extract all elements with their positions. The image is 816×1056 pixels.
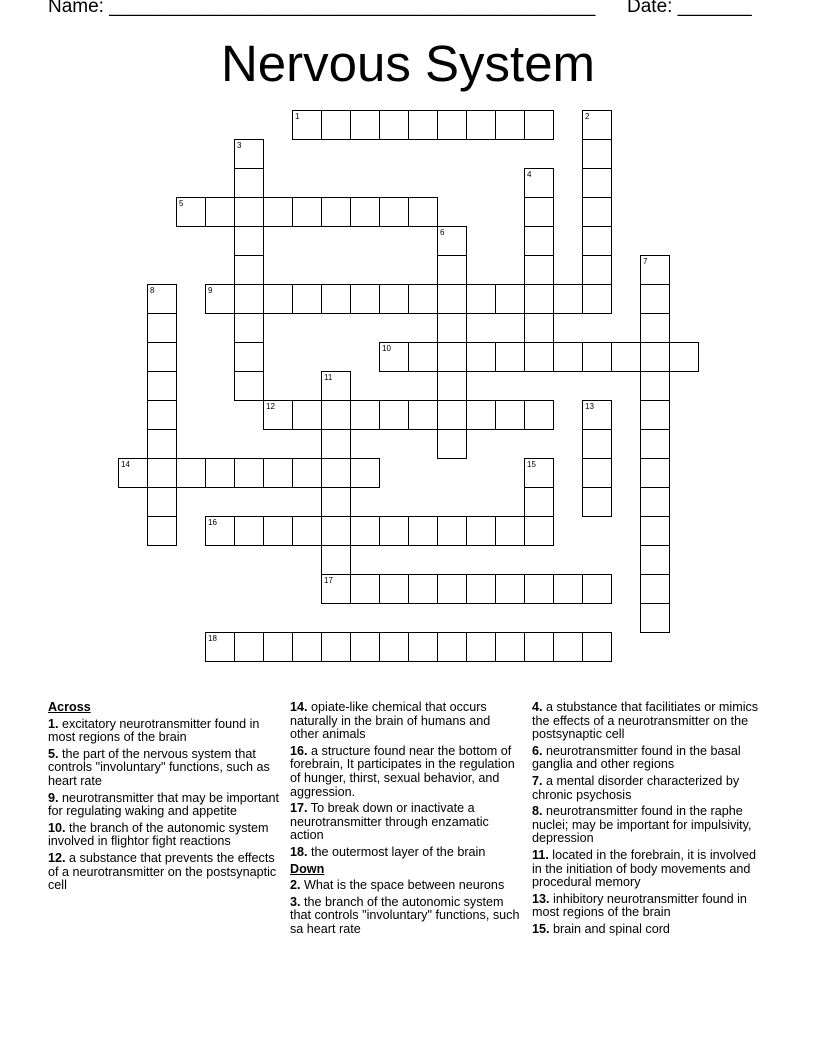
down-clue [532, 701, 764, 742]
clue-number: 10 [382, 344, 391, 353]
clue-text: neurotransmitter found in the raphe nuclei; may be important for impulsivity, depression [532, 804, 752, 846]
clue-label: 12. [48, 850, 66, 865]
grid-cell[interactable] [495, 516, 525, 546]
grid-cell[interactable] [408, 110, 438, 140]
grid-cell[interactable] [321, 632, 351, 662]
clue-number: 6 [440, 228, 445, 237]
clue-label: 18. [290, 844, 308, 859]
grid-cell[interactable] [263, 400, 293, 430]
grid-cell[interactable] [350, 458, 380, 488]
clue-label: 4. [532, 700, 543, 714]
grid-cell[interactable] [379, 516, 409, 546]
grid-cell[interactable] [408, 516, 438, 546]
grid-cell[interactable] [495, 574, 525, 604]
clue-number: 16 [208, 518, 217, 527]
clue-number: 18 [208, 634, 217, 643]
grid-cell[interactable] [437, 342, 467, 372]
grid-cell[interactable] [582, 110, 612, 140]
grid-cell[interactable] [524, 226, 554, 256]
grid-cell[interactable] [379, 284, 409, 314]
date-field[interactable]: Date: _______ [627, 0, 752, 17]
grid-cell[interactable] [379, 197, 409, 227]
grid-cell[interactable] [408, 342, 438, 372]
clue-label: 15. [532, 921, 550, 936]
across-clue [290, 701, 522, 742]
grid-cell[interactable] [640, 342, 670, 372]
grid-cell[interactable] [321, 458, 351, 488]
clue-number: 15 [527, 460, 536, 469]
grid-cell[interactable] [466, 516, 496, 546]
grid-cell[interactable] [640, 487, 670, 517]
grid-cell[interactable] [147, 400, 177, 430]
clues-column-1 [48, 701, 280, 896]
clue-number: 1 [295, 112, 300, 121]
grid-cell[interactable] [350, 574, 380, 604]
grid-cell[interactable] [379, 110, 409, 140]
clue-text: excitatory neurotransmitter found in most regions of the brain [48, 716, 260, 745]
grid-cell[interactable] [321, 371, 351, 401]
grid-cell[interactable] [524, 197, 554, 227]
clue-label: 17. [290, 801, 308, 816]
grid-cell[interactable] [437, 371, 467, 401]
grid-cell[interactable] [350, 400, 380, 430]
clue-label: 5. [48, 746, 59, 761]
grid-cell[interactable] [408, 284, 438, 314]
grid-cell[interactable] [408, 632, 438, 662]
grid-cell[interactable] [437, 400, 467, 430]
grid-cell[interactable] [582, 284, 612, 314]
down-clue [532, 923, 764, 937]
grid-cell[interactable] [466, 110, 496, 140]
down-clue [532, 893, 764, 920]
clue-text: the branch of the autonomic system that controls "involuntary" functions, such sa heart rate [290, 894, 520, 936]
grid-cell[interactable] [292, 197, 322, 227]
grid-cell[interactable] [466, 342, 496, 372]
grid-cell[interactable] [524, 284, 554, 314]
grid-cell[interactable] [466, 284, 496, 314]
grid-cell[interactable] [524, 110, 554, 140]
clue-label: 11. [532, 847, 549, 862]
grid-cell[interactable] [640, 516, 670, 546]
clue-text: What is the space between neurons [300, 878, 505, 893]
grid-cell[interactable] [495, 632, 525, 662]
clue-number: 13 [585, 402, 594, 411]
clues-column-3 [532, 701, 764, 940]
grid-cell[interactable] [234, 458, 264, 488]
grid-cell[interactable] [437, 632, 467, 662]
across-clue [290, 846, 522, 860]
grid-cell[interactable] [263, 458, 293, 488]
grid-cell[interactable] [263, 197, 293, 227]
clue-label: 10. [48, 820, 66, 835]
grid-cell[interactable] [437, 574, 467, 604]
grid-cell[interactable] [582, 632, 612, 662]
clue-number: 17 [324, 576, 333, 585]
grid-cell[interactable] [495, 284, 525, 314]
grid-cell[interactable] [582, 400, 612, 430]
grid-cell[interactable] [437, 429, 467, 459]
clue-number: 11 [324, 373, 333, 382]
grid-cell[interactable] [495, 400, 525, 430]
grid-cell[interactable] [553, 632, 583, 662]
clue-number: 8 [150, 286, 155, 295]
grid-cell[interactable] [582, 255, 612, 285]
grid-cell[interactable] [234, 255, 264, 285]
grid-cell[interactable] [524, 458, 554, 488]
grid-cell[interactable] [466, 400, 496, 430]
clue-text: located in the forebrain, it is involved in the initiation of body movements and procedural memory [532, 847, 757, 890]
grid-cell[interactable] [524, 342, 554, 372]
grid-cell[interactable] [205, 284, 235, 314]
grid-cell[interactable] [118, 458, 148, 488]
page-title: Nervous System [220, 35, 596, 92]
grid-cell[interactable] [321, 400, 351, 430]
grid-cell[interactable] [321, 429, 351, 459]
grid-cell[interactable] [466, 574, 496, 604]
grid-cell[interactable] [582, 429, 612, 459]
clue-number: 14 [121, 460, 130, 469]
grid-cell[interactable] [524, 168, 554, 198]
down-clue [532, 849, 764, 890]
grid-cell[interactable] [234, 139, 264, 169]
clue-label: 9. [48, 790, 59, 805]
grid-cell[interactable] [292, 632, 322, 662]
grid-cell[interactable] [524, 400, 554, 430]
across-clue [48, 718, 280, 745]
grid-cell[interactable] [466, 632, 496, 662]
grid-cell[interactable] [321, 574, 351, 604]
grid-cell[interactable] [350, 516, 380, 546]
grid-cell[interactable] [379, 400, 409, 430]
clue-text: the outermost layer of the brain [307, 844, 486, 859]
clue-text: the part of the nervous system that controls "involuntary" functions, such as heart rate [48, 746, 270, 788]
down-clue [532, 775, 764, 802]
name-field[interactable]: Name: ______________________________________________ [48, 0, 596, 17]
grid-cell[interactable] [350, 632, 380, 662]
grid-cell[interactable] [408, 574, 438, 604]
clue-number: 2 [585, 112, 590, 121]
grid-cell[interactable] [640, 545, 670, 575]
clue-text: the branch of the autonomic system involved in flightor fight reactions [48, 820, 269, 849]
grid-cell[interactable] [553, 342, 583, 372]
grid-cell[interactable] [147, 371, 177, 401]
grid-cell[interactable] [495, 110, 525, 140]
grid-cell[interactable] [205, 197, 235, 227]
clue-label: 6. [532, 743, 543, 758]
grid-cell[interactable] [379, 632, 409, 662]
grid-cell[interactable] [147, 342, 177, 372]
grid-cell[interactable] [437, 226, 467, 256]
clue-label: 1. [48, 716, 59, 731]
grid-cell[interactable] [147, 458, 177, 488]
grid-cell[interactable] [553, 574, 583, 604]
grid-cell[interactable] [524, 313, 554, 343]
clue-text: a structure found near the bottom of forebrain, It participates in the regulation of hunger, thirst, sexual behavior, and aggression. [290, 743, 515, 799]
clue-label: 7. [532, 773, 543, 788]
grid-cell[interactable] [263, 632, 293, 662]
down-clue [290, 879, 522, 893]
grid-cell[interactable] [582, 574, 612, 604]
grid-cell[interactable] [640, 429, 670, 459]
clue-text: opiate-like chemical that occurs naturally in the brain of humans and other animals [290, 700, 491, 742]
grid-cell[interactable] [524, 487, 554, 517]
grid-cell[interactable] [321, 110, 351, 140]
grid-cell[interactable] [582, 139, 612, 169]
grid-cell[interactable] [321, 545, 351, 575]
grid-cell[interactable] [350, 110, 380, 140]
grid-cell[interactable] [640, 255, 670, 285]
grid-cell[interactable] [321, 197, 351, 227]
across-clue [290, 802, 522, 843]
clue-text: neurotransmitter that may be important for regulating waking and appetite [48, 790, 280, 819]
clue-text: brain and spinal cord [549, 921, 670, 936]
grid-cell[interactable] [205, 632, 235, 662]
grid-cell[interactable] [205, 516, 235, 546]
grid-cell[interactable] [524, 632, 554, 662]
grid-cell[interactable] [147, 429, 177, 459]
across-heading: Across [48, 700, 91, 714]
grid-cell[interactable] [582, 197, 612, 227]
grid-cell[interactable] [437, 516, 467, 546]
grid-cell[interactable] [437, 110, 467, 140]
across-clue [48, 792, 280, 819]
grid-cell[interactable] [640, 284, 670, 314]
grid-cell[interactable] [495, 342, 525, 372]
grid-cell[interactable] [640, 458, 670, 488]
grid-cell[interactable] [205, 458, 235, 488]
grid-cell[interactable] [234, 516, 264, 546]
grid-cell[interactable] [379, 574, 409, 604]
clue-text: inhibitory neurotransmitter found in most regions of the brain [532, 891, 747, 920]
clue-text: a substance that prevents the effects of a neurotransmitter on the postsynaptic cell [48, 850, 277, 893]
clue-label: 14. [290, 700, 308, 714]
grid-cell[interactable] [437, 284, 467, 314]
grid-cell[interactable] [292, 400, 322, 430]
clue-label: 16. [290, 743, 308, 758]
clue-number: 5 [179, 199, 184, 208]
grid-cell[interactable] [147, 516, 177, 546]
grid-cell[interactable] [292, 284, 322, 314]
grid-cell[interactable] [350, 284, 380, 314]
grid-cell[interactable] [640, 603, 670, 633]
across-clue [48, 748, 280, 789]
grid-cell[interactable] [640, 400, 670, 430]
clues-column-2 [290, 701, 522, 940]
clue-text: neurotransmitter found in the basal ganglia and other regions [532, 743, 741, 772]
grid-cell[interactable] [582, 342, 612, 372]
grid-cell[interactable] [263, 516, 293, 546]
grid-cell[interactable] [611, 342, 641, 372]
grid-cell[interactable] [147, 487, 177, 517]
grid-cell[interactable] [669, 342, 699, 372]
down-clue [290, 896, 522, 937]
grid-cell[interactable] [524, 516, 554, 546]
grid-cell[interactable] [292, 458, 322, 488]
grid-cell[interactable] [234, 168, 264, 198]
clue-number: 4 [527, 170, 532, 179]
grid-cell[interactable] [582, 487, 612, 517]
grid-cell[interactable] [640, 574, 670, 604]
grid-cell[interactable] [524, 574, 554, 604]
grid-cell[interactable] [147, 313, 177, 343]
clue-text: To break down or inactivate a neurotransmitter through enzamatic action [290, 801, 489, 843]
grid-cell[interactable] [408, 400, 438, 430]
grid-cell[interactable] [640, 371, 670, 401]
clue-label: 3. [290, 894, 301, 909]
down-clue [532, 805, 764, 846]
grid-cell[interactable] [176, 197, 206, 227]
clue-label: 8. [532, 804, 543, 819]
grid-cell[interactable] [524, 255, 554, 285]
grid-cell[interactable] [553, 284, 583, 314]
clue-number: 7 [643, 257, 648, 266]
clue-text: a mental disorder characterized by chronic psychosis [532, 773, 740, 802]
grid-cell[interactable] [321, 516, 351, 546]
grid-cell[interactable] [408, 197, 438, 227]
grid-cell[interactable] [350, 197, 380, 227]
grid-cell[interactable] [234, 197, 264, 227]
grid-cell[interactable] [176, 458, 206, 488]
down-heading: Down [290, 861, 325, 876]
down-clue [532, 745, 764, 772]
grid-cell[interactable] [234, 313, 264, 343]
grid-cell[interactable] [582, 226, 612, 256]
grid-cell[interactable] [437, 255, 467, 285]
grid-cell[interactable] [640, 313, 670, 343]
across-clue [48, 822, 280, 849]
across-clue [290, 745, 522, 799]
grid-cell[interactable] [147, 284, 177, 314]
grid-cell[interactable] [321, 284, 351, 314]
clue-number: 12 [266, 402, 275, 411]
clue-text: a stubstance that facilitiates or mimics the effects of a neurotransmitter on the postsynaptic cell [532, 700, 759, 742]
grid-cell[interactable] [437, 313, 467, 343]
clue-label: 2. [290, 878, 301, 893]
clue-number: 3 [237, 141, 242, 150]
clue-label: 13. [532, 891, 550, 906]
grid-cell[interactable] [292, 516, 322, 546]
grid-cell[interactable] [582, 168, 612, 198]
grid-cell[interactable] [234, 371, 264, 401]
grid-cell[interactable] [582, 458, 612, 488]
grid-cell[interactable] [263, 284, 293, 314]
grid-cell[interactable] [234, 226, 264, 256]
grid-cell[interactable] [379, 342, 409, 372]
grid-cell[interactable] [234, 342, 264, 372]
grid-cell[interactable] [292, 110, 322, 140]
grid-cell[interactable] [321, 487, 351, 517]
grid-cell[interactable] [234, 284, 264, 314]
across-clue [48, 852, 280, 893]
grid-cell[interactable] [234, 632, 264, 662]
clue-number: 9 [208, 286, 213, 295]
